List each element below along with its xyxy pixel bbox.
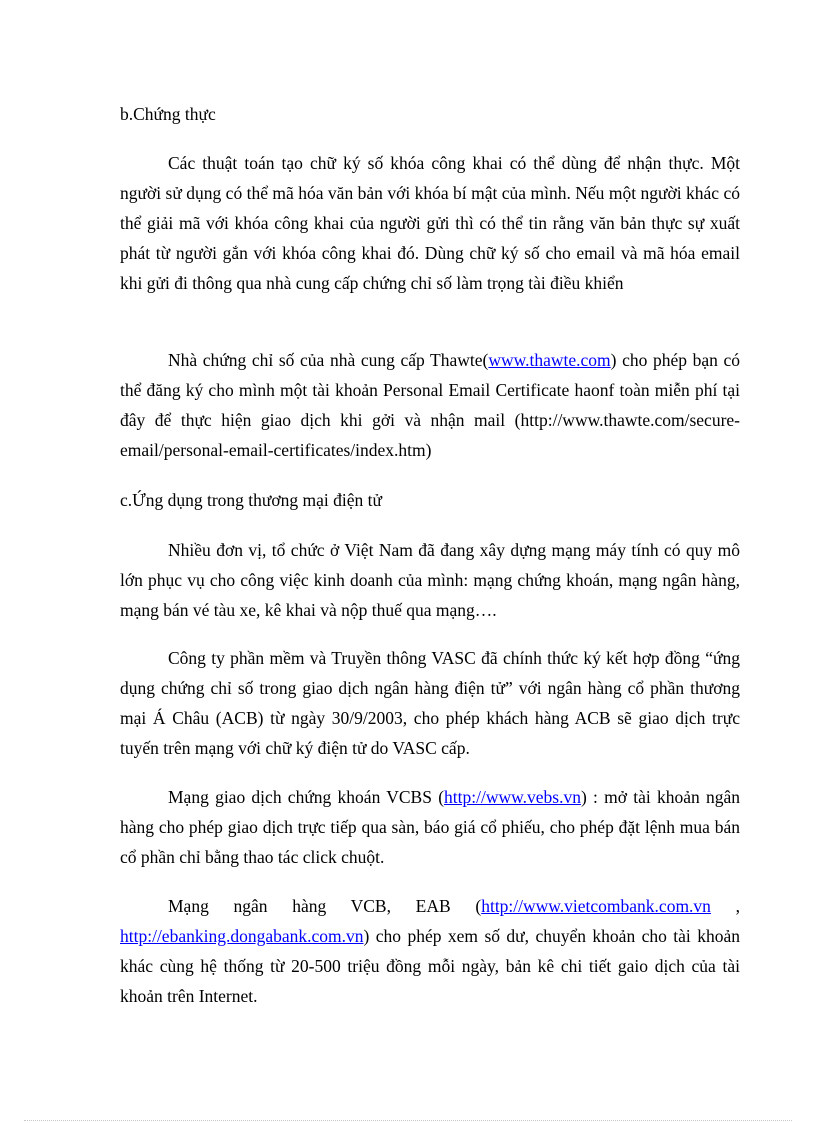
section-b-paragraph-2	[120, 345, 740, 465]
paragraph-text: ) cho phép xem số dư, chuyển khoản cho tài khoản khác cùng hệ thống từ 20-500 triệu đồng mỗi ngày, bản kê chi tiết gaio dịch của tài khoản trên Internet.	[120, 926, 740, 1006]
dongabank-link[interactable]: http://ebanking.dongabank.com.vn	[120, 926, 364, 946]
page-bottom-border	[24, 1120, 792, 1121]
vcbs-link[interactable]: http://www.vebs.vn	[444, 787, 581, 807]
section-c-paragraph-1: Nhiều đơn vị, tổ chức ở Việt Nam đã đang xây dựng mạng máy tính có quy mô lớn phục vụ cho công việc kinh doanh của mình: mạng chứng khoán, mạng ngân hàng, mạng bán vé tàu xe, kê khai và nộp thuế qua mạng….	[120, 540, 740, 620]
paragraph-text: Nhà chứng chỉ số của nhà cung cấp Thawte(	[168, 350, 489, 370]
vietcombank-link[interactable]: http://www.vietcombank.com.vn	[481, 896, 711, 916]
section-c-heading: c.Ứng dụng trong thương mại điện tử	[120, 490, 382, 510]
section-b-heading: b.Chứng thực	[120, 104, 216, 124]
thawte-link[interactable]: www.thawte.com	[488, 350, 611, 370]
section-c-paragraph-3	[120, 782, 740, 872]
paragraph-text: ,	[710, 896, 741, 916]
paragraph-text: Mạng ngân hàng VCB, EAB (	[168, 896, 482, 916]
section-c-paragraph-4	[120, 891, 740, 1011]
section-c-paragraph-2: Công ty phần mềm và Truyền thông VASC đã chính thức ký kết hợp đồng “ứng dụng chứng chỉ số trong giao dịch ngân hàng điện tử” với ngân hàng cổ phần thương mại Á Châu (ACB) từ ngày 30/9/2003, cho phép khách hàng ACB sẽ giao dịch trực tuyến trên mạng với chữ ký điện tử do VASC cấp.	[120, 648, 740, 758]
paragraph-text: ) : mở tài khoản ngân hàng cho phép giao dịch trực tiếp qua sàn, báo giá cổ phiếu, cho phép đặt lệnh mua bán cổ phần chỉ bằng thao tác click chuột.	[120, 787, 740, 867]
section-b-paragraph-1: Các thuật toán tạo chữ ký số khóa công khai có thể dùng để nhận thực. Một người sử dụng có thể mã hóa văn bản với khóa bí mật của mình. Nếu một người khác có thể giải mã với khóa công khai của người gửi thì có thể tin rằng văn bản thực sự xuất phát từ người gắn với khóa công khai đó. Dùng chữ ký số cho email và mã hóa email khi gửi đi thông qua nhà cung cấp chứng chỉ số làm trọng tài điều khiển	[120, 153, 740, 293]
paragraph-text: ) cho phép bạn có thể đăng ký cho mình một tài khoản Personal Email Certificate haonf toàn miễn phí tại đây để thực hiện giao dịch khi gởi và nhận mail (http://www.thawte.com/secure-email/personal-email-certificates/index.htm)	[120, 350, 741, 460]
paragraph-text: Mạng giao dịch chứng khoán VCBS (	[168, 787, 445, 807]
